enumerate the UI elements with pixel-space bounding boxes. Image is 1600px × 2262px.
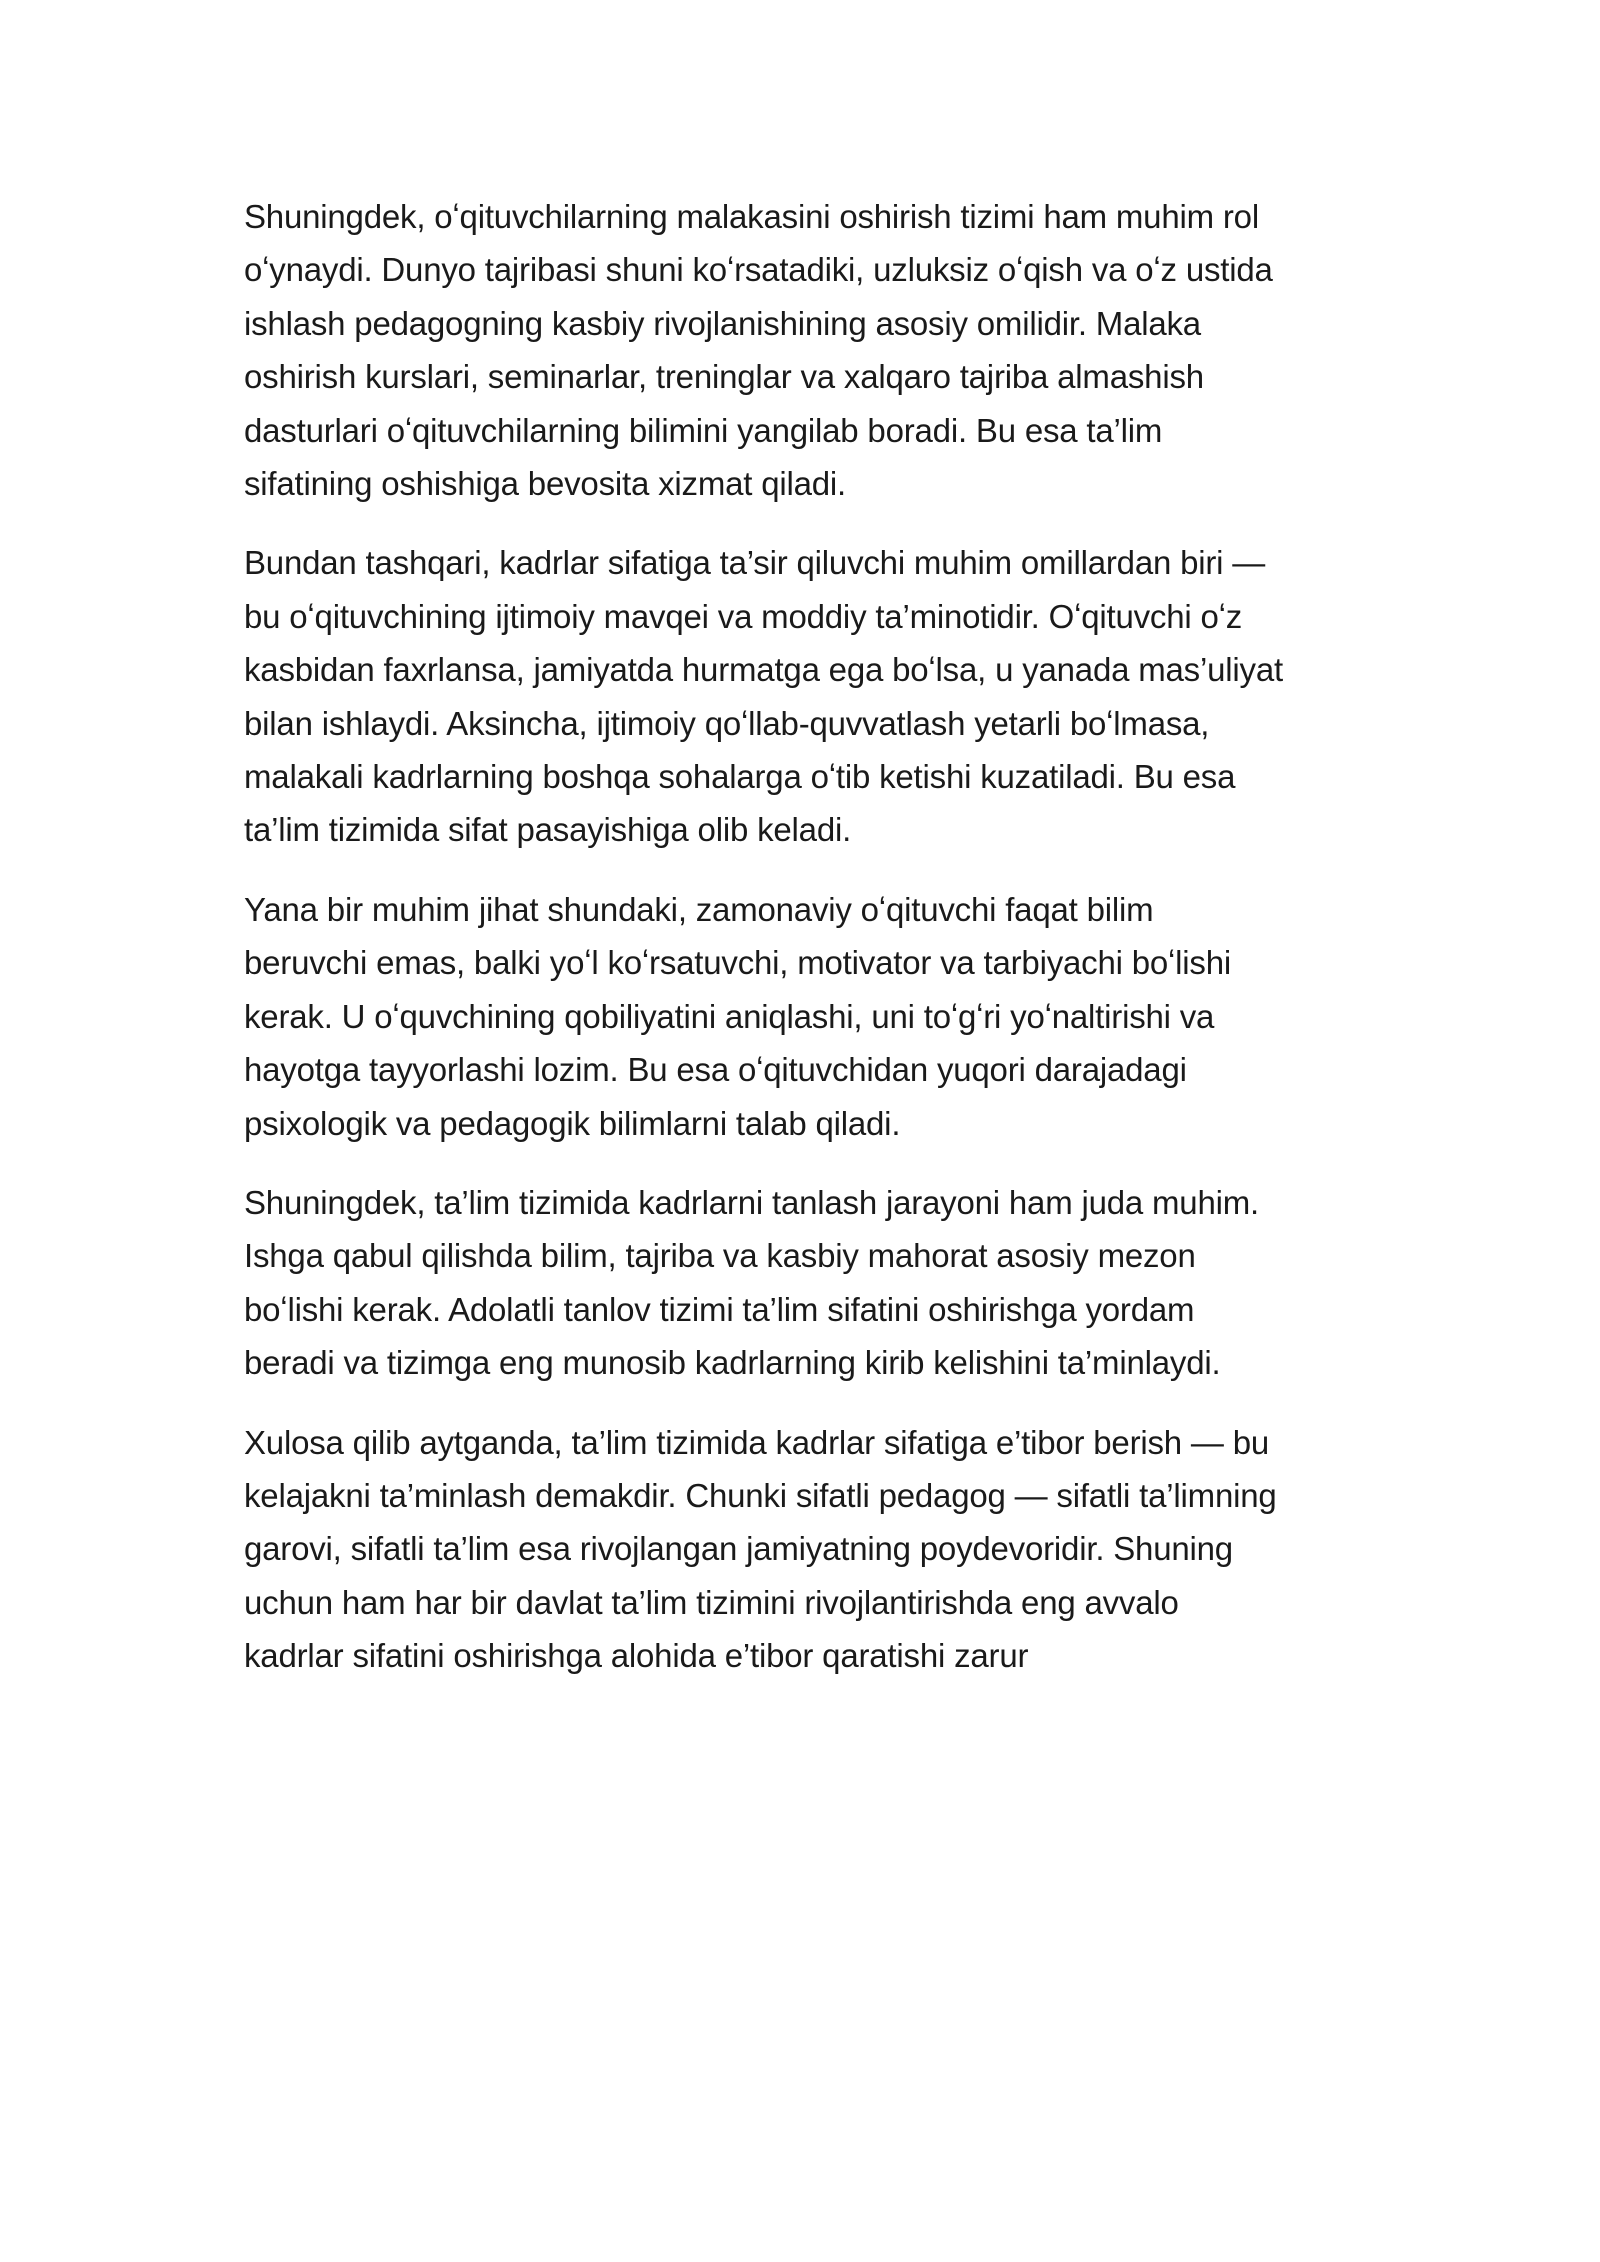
text-line: oshirish kurslari, seminarlar, treninglar va xalqaro tajriba almashish <box>244 358 1204 396</box>
text-line: beruvchi emas, balki yoʻl koʻrsatuvchi, motivator va tarbiyachi boʻlishi <box>244 944 1232 982</box>
text-line: Yana bir muhim jihat shundaki, zamonaviy oʻqituvchi faqat bilim <box>244 890 1154 928</box>
paragraph-social-status <box>244 536 1379 856</box>
text-line: kerak. U oʻquvchining qobiliyatini aniqlashi, uni toʻgʻri yoʻnaltirishi va <box>244 997 1215 1035</box>
text-line: beradi va tizimga eng munosib kadrlarning kirib kelishini ta’minlaydi. <box>244 1344 1221 1382</box>
text-line: garovi, sifatli ta’lim esa rivojlangan jamiyatning poydevoridir. Shuning <box>244 1530 1233 1568</box>
text-line: oʻynaydi. Dunyo tajribasi shuni koʻrsatadiki, uzluksiz oʻqish va oʻz ustida <box>244 251 1273 289</box>
text-line: Ishga qabul qilishda bilim, tajriba va kasbiy mahorat asosiy mezon <box>244 1237 1196 1275</box>
text-line: ta’lim tizimida sifat pasayishiga olib keladi. <box>244 811 852 849</box>
text-line: Shuningdek, ta’lim tizimida kadrlarni tanlash jarayoni ham juda muhim. <box>244 1183 1259 1221</box>
text-line: boʻlishi kerak. Adolatli tanlov tizimi ta’lim sifatini oshirishga yordam <box>244 1290 1195 1328</box>
text-line: hayotga tayyorlashi lozim. Bu esa oʻqituvchidan yuqori darajadagi <box>244 1051 1187 1089</box>
text-line: bilan ishlaydi. Aksincha, ijtimoiy qoʻllab-quvvatlash yetarli boʻlmasa, <box>244 704 1210 742</box>
text-line: Shuningdek, oʻqituvchilarning malakasini oshirish tizimi ham muhim rol <box>244 198 1259 235</box>
text-line: kasbidan faxrlansa, jamiyatda hurmatga ega boʻlsa, u yanada mas’uliyat <box>244 651 1283 689</box>
paragraph-staff-selection <box>244 1176 1379 1390</box>
paragraph-conclusion <box>244 1416 1379 1683</box>
text-line: uchun ham har bir davlat ta’lim tizimini rivojlantirishda eng avvalo <box>244 1583 1179 1621</box>
document-body <box>244 190 1379 1709</box>
paragraph-modern-teacher <box>244 883 1379 1150</box>
text-line: Bundan tashqari, kadrlar sifatiga ta’sir qiluvchi muhim omillardan biri — <box>244 544 1266 582</box>
text-line: dasturlari oʻqituvchilarning bilimini yangilab boradi. Bu esa ta’lim <box>244 411 1163 449</box>
text-line: bu oʻqituvchining ijtimoiy mavqei va moddiy ta’minotidir. Oʻqituvchi oʻz <box>244 597 1243 635</box>
text-line: Xulosa qilib aytganda, ta’lim tizimida kadrlar sifatiga e’tibor berish — bu <box>244 1423 1269 1461</box>
text-line: kelajakni ta’minlash demakdir. Chunki sifatli pedagog — sifatli ta’limning <box>244 1476 1277 1514</box>
text-line: sifatining oshishiga bevosita xizmat qiladi. <box>244 465 847 503</box>
text-line: malakali kadrlarning boshqa sohalarga oʻtib ketishi kuzatiladi. Bu esa <box>244 758 1236 796</box>
text-line: ishlash pedagogning kasbiy rivojlanishining asosiy omilidir. Malaka <box>244 304 1201 342</box>
text-line: kadrlar sifatini oshirishga alohida e’tibor qaratishi zarur <box>244 1637 1029 1675</box>
paragraph-teacher-training <box>244 190 1379 510</box>
text-line: psixologik va pedagogik bilimlarni talab qiladi. <box>244 1104 901 1142</box>
